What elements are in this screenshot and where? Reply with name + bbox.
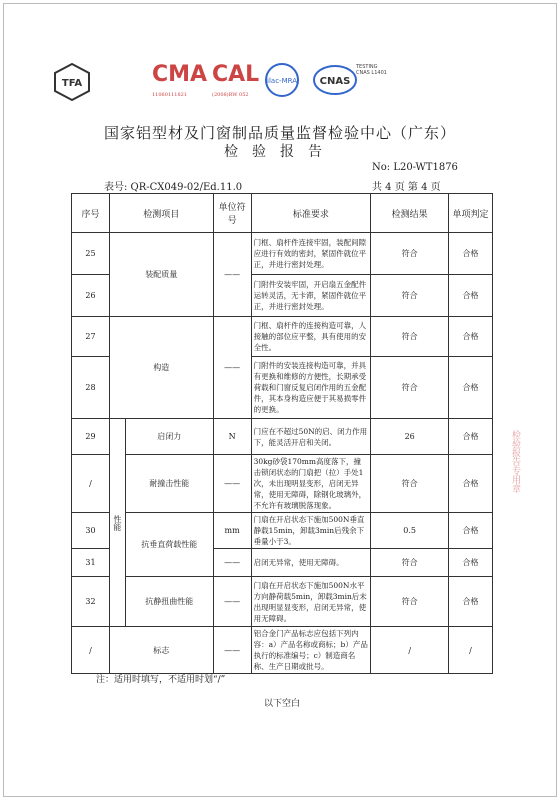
header-verdict: 单项判定 <box>449 194 493 233</box>
table-row: 25 装配质量 —— 门框、扇杆件连接牢固，装配间隙应进行有效的密封，紧固件就位平正，并进行密封处理。 符合 合格 <box>72 233 493 275</box>
group-performance: 性能 <box>109 419 125 627</box>
tfa-logo <box>52 62 92 102</box>
report-number: No: L20-WT1876 <box>372 162 458 173</box>
report-subtitle: 检验报告 <box>224 144 336 160</box>
table-header-row <box>72 194 493 233</box>
header-result: 检测结果 <box>371 194 449 233</box>
svg-text:ilac-MRA: ilac-MRA <box>267 77 297 85</box>
inspection-table <box>71 193 493 674</box>
table-row: 30 抗垂直荷载性能 mm 门扇在开启状态下施加500N垂直静载15min，卸载3min后残余下垂量小于3。 0.5 合格 <box>72 513 493 549</box>
accreditation-logos <box>52 62 402 102</box>
table-row: / 耐撞击性能 —— 30kg砂袋170mm高度落下，撞击锁闭状态的门扇把（拉）手处1次，未出现明显变形，启闭无异常，使用无障碍，除钢化玻璃外，不允许有玻璃脱落现象。 符合 合格 <box>72 455 493 513</box>
header-requirement: 标准要求 <box>251 194 371 233</box>
header-no: 序号 <box>72 194 110 233</box>
cnas-logo <box>312 62 362 102</box>
table-row: 31 —— 启闭无异常，使用无障碍。 符合 合格 <box>72 549 493 577</box>
svg-text:CNAS: CNAS <box>319 76 351 87</box>
cnas-caption: TESTING CNAS L1401 <box>356 64 387 76</box>
seam-stamp: 检验报告专用章 <box>510 430 520 493</box>
table-row: 32 抗静扭曲性能 —— 门扇在开启状态下施加500N水平方向静荷载5min，卸载3min后未出现明显显变形，启闭无异常，使用无障碍。 符合 合格 <box>72 577 493 627</box>
report-title: 国家铝型材及门窗制品质量监督检验中心（广东） <box>103 124 456 142</box>
header-item: 检测项目 <box>109 194 213 233</box>
table-row: 26 门附件安装牢固，开启扇五金配件运转灵活，无卡滞，紧固件就位平正，并进行密封处理。 符合 合格 <box>72 275 493 317</box>
table-row: 27 构造 —— 门框、扇杆件的连接构造可靠，人接触的部位应平整，具有使用的安全性。 符合 合格 <box>72 317 493 357</box>
footnote: 注：适用时填写，不适用时划“/” <box>96 675 226 685</box>
header-unit: 单位符号 <box>213 194 251 233</box>
table-row: / 标志 —— 铝合金门产品标志应包括下列内容：a）产品名称或商标；b）产品执行的标准编号；c）制造商名称、生产日期或批号。 / / <box>72 627 493 674</box>
table-row: 28 门附件的安装连接构造可靠，并具有更换和维修的方便性，长期承受荷载和门窗反复启闭作用的五金配件，其本身构造应便于其易损零件的更换。 符合 合格 <box>72 357 493 419</box>
blank-below-text: 以下空白 <box>264 699 301 709</box>
svg-text:TFA: TFA <box>61 78 83 89</box>
cma-logo: CMA 11060111821 <box>152 62 208 98</box>
table-row: 29 性能 启闭力 N 门应在不超过50N的启、闭力作用下，能灵活开启和关闭。 26 合格 <box>72 419 493 455</box>
cal-logo: CAL (2008)RW 052 <box>212 62 260 98</box>
ilac-mra-logo <box>262 62 312 102</box>
page-count: 共 4 页 第 4 页 <box>372 182 441 193</box>
form-number: 表号: QR-CX049-02/Ed.11.0 <box>104 182 243 193</box>
